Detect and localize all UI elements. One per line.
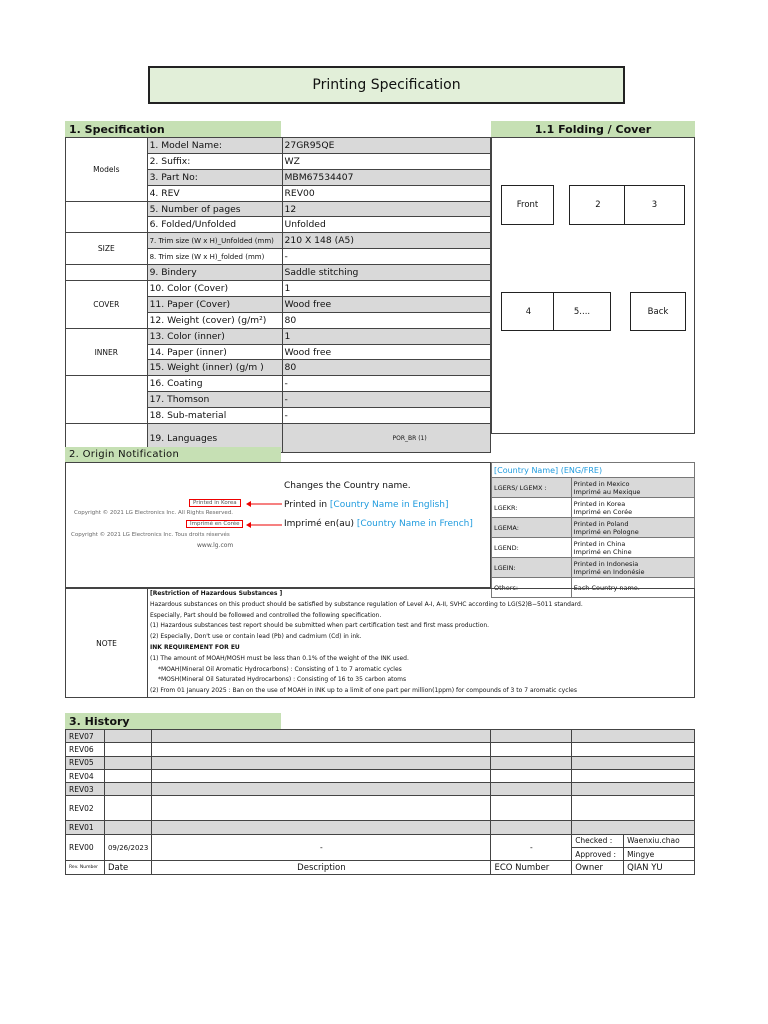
country-en: Printed in Indonesia bbox=[573, 559, 639, 568]
rev-cell: REV05 bbox=[66, 756, 105, 769]
spec-label: 8. Trim size (W x H)_folded (mm) bbox=[147, 249, 282, 265]
history-heading: 3. History bbox=[65, 713, 281, 729]
spec-value: 12 bbox=[282, 201, 491, 217]
note-label: NOTE bbox=[66, 589, 148, 697]
spec-label: 9. Bindery bbox=[147, 265, 282, 281]
rev-cell: REV04 bbox=[66, 769, 105, 782]
spec-label: 13. Color (inner) bbox=[147, 328, 282, 344]
page-title: Printing Specification bbox=[148, 66, 625, 104]
rev00-desc: - bbox=[152, 834, 491, 861]
footer-desc: Description bbox=[152, 861, 491, 874]
note-line: (2) Especially, Don't use or contain lead (Pb) and cadmium (Cd) in ink. bbox=[150, 633, 362, 641]
group-blank bbox=[66, 265, 148, 281]
copyright-fr: Copyright © 2021 LG Electronics Inc. Tous droits réservés bbox=[71, 532, 230, 538]
country-fr: Imprimé au Mexique bbox=[573, 487, 641, 496]
country-code: LGEND: bbox=[492, 538, 572, 558]
fold-box-back: Back bbox=[630, 292, 686, 331]
rev-cell: REV03 bbox=[66, 783, 105, 796]
spec-value: - bbox=[282, 392, 491, 408]
spec-value: 80 bbox=[282, 312, 491, 328]
note-line: [Restriction of Hazardous Substances ] bbox=[150, 590, 283, 597]
spec-label: 7. Trim size (W x H)_Unfolded (mm) bbox=[147, 233, 282, 249]
imprime-prefix: Imprimé en(au) bbox=[284, 519, 354, 529]
rev00-eco: - bbox=[491, 834, 572, 861]
spec-value: POR_BR (1) bbox=[282, 424, 491, 453]
country-names bbox=[571, 518, 694, 538]
country-code: Others: bbox=[492, 578, 572, 598]
note-body bbox=[150, 589, 690, 697]
spec-value: - bbox=[282, 376, 491, 392]
footer-rev: Rev. Number bbox=[66, 861, 105, 874]
spec-value: 210 X 148 (A5) bbox=[282, 233, 491, 249]
spec-value: Saddle stitching bbox=[282, 265, 491, 281]
country-code: LGEMA: bbox=[492, 518, 572, 538]
printed-prefix: Printed in bbox=[284, 500, 328, 510]
spec-value: WZ bbox=[282, 153, 491, 169]
country-en: Printed in Poland bbox=[573, 519, 629, 528]
fold-box-3: 3 bbox=[624, 185, 685, 225]
country-fr: Imprimé en Chine bbox=[573, 547, 632, 556]
spec-label: 19. Languages bbox=[147, 424, 282, 453]
footer-eco: ECO Number bbox=[491, 861, 572, 874]
spec-value: REV00 bbox=[282, 185, 491, 201]
checked-label: Checked : bbox=[572, 834, 624, 847]
group-blank bbox=[66, 376, 148, 424]
rev-cell: REV02 bbox=[66, 796, 105, 821]
folding-panel bbox=[491, 137, 695, 434]
footer-owner-name: QIAN YU bbox=[624, 861, 695, 874]
country-names bbox=[571, 558, 694, 578]
spec-value: 27GR95QE bbox=[282, 138, 491, 154]
note-line: (2) From 01 January 2025 : Ban on the use of MOAH in INK up to a limit of one part per million(1ppm) for compounds of 3 to 7 aromatic cycles bbox=[150, 687, 578, 695]
origin-panel bbox=[65, 462, 491, 588]
spec-label: 15. Weight (inner) (g/m ) bbox=[147, 360, 282, 376]
country-table-header: [Country Name] (ENG/FRE) bbox=[492, 463, 695, 478]
imprime-bracket: [Country Name in French] bbox=[356, 519, 473, 529]
approved-value: Mingye bbox=[624, 848, 695, 861]
country-code: LGEKR: bbox=[492, 498, 572, 518]
note-line: *MOSH(Mineral Oil Saturated Hydrocarbons) : Consisting of 16 to 35 carbon atoms bbox=[158, 676, 407, 684]
rev00-date: 09/26/2023 bbox=[104, 834, 151, 861]
imprime-box: Imprimé en Corée bbox=[186, 520, 243, 528]
country-en: Printed in China bbox=[573, 539, 626, 548]
rev-cell: REV00 bbox=[66, 834, 105, 861]
spec-value: Wood free bbox=[282, 296, 491, 312]
country-table bbox=[491, 462, 695, 598]
spec-label: 18. Sub-material bbox=[147, 408, 282, 424]
country-code: LGERS/ LGEMX : bbox=[492, 478, 572, 498]
fold-box-front: Front bbox=[501, 185, 554, 225]
country-fr: Imprimé en Corée bbox=[573, 507, 633, 516]
country-en: Printed in Mexico bbox=[573, 479, 630, 488]
rev-cell: REV06 bbox=[66, 743, 105, 756]
country-names bbox=[571, 478, 694, 498]
printed-bracket: [Country Name in English] bbox=[329, 500, 449, 510]
spec-label: 10. Color (Cover) bbox=[147, 281, 282, 297]
spec-label: 1. Model Name: bbox=[147, 138, 282, 154]
printed-line bbox=[284, 500, 449, 510]
spec-value: 1 bbox=[282, 281, 491, 297]
rev-cell: REV07 bbox=[66, 730, 105, 743]
spec-label: 2. Suffix: bbox=[147, 153, 282, 169]
note-line: Hazardous substances on this product should be satisfied by substance regulation of Level A-I, A-II, SVHC according to LG(S2)B−5011 standard. bbox=[150, 600, 583, 608]
copyright-en: Copyright © 2021 LG Electronics Inc. All Rights Reserved. bbox=[74, 510, 234, 516]
country-names bbox=[571, 498, 694, 518]
spec-label: 17. Thomson bbox=[147, 392, 282, 408]
group-inner: INNER bbox=[66, 328, 148, 376]
spec-label: 5. Number of pages bbox=[147, 201, 282, 217]
spec-label: 4. REV bbox=[147, 185, 282, 201]
printed-in-box: Printed in Korea bbox=[189, 499, 241, 507]
fold-box-4: 4 bbox=[501, 292, 556, 331]
spec-value: - bbox=[282, 249, 491, 265]
footer-owner: Owner bbox=[572, 861, 624, 874]
change-note: Changes the Country name. bbox=[284, 481, 411, 491]
note-line: *MOAH(Mineral Oil Aromatic Hydrocarbons) : Consisting of 1 to 7 aromatic cycles bbox=[158, 665, 402, 673]
note-line: Especially, Part should be followed and controlled the following specification. bbox=[150, 611, 382, 619]
spec-heading: 1. Specification bbox=[65, 121, 281, 137]
red-arrows bbox=[244, 499, 284, 531]
country-fr: Imprimé en Indonésie bbox=[573, 567, 645, 576]
fold-box-5: 5.... bbox=[553, 292, 611, 331]
spec-label: 11. Paper (Cover) bbox=[147, 296, 282, 312]
spec-value: Wood free bbox=[282, 344, 491, 360]
approved-label: Approved : bbox=[572, 848, 624, 861]
checked-value: Waenxiu.chao bbox=[624, 834, 695, 847]
spec-value: 80 bbox=[282, 360, 491, 376]
note-panel bbox=[65, 588, 695, 698]
note-line: INK REQUIREMENT FOR EU bbox=[150, 643, 240, 651]
group-size: SIZE bbox=[66, 233, 148, 265]
note-line: (1) The amount of MOAH/MOSH must be less than 0.1% of the weight of the INK used. bbox=[150, 654, 409, 662]
website: www.lg.com bbox=[197, 542, 234, 549]
spec-value: 1 bbox=[282, 328, 491, 344]
history-table bbox=[65, 729, 695, 875]
group-models: Models bbox=[66, 138, 148, 202]
footer-date: Date bbox=[104, 861, 151, 874]
spec-table bbox=[65, 137, 491, 453]
spec-label: 3. Part No: bbox=[147, 169, 282, 185]
spec-value: MBM67534407 bbox=[282, 169, 491, 185]
spec-label: 6. Folded/Unfolded bbox=[147, 217, 282, 233]
fold-box-2: 2 bbox=[569, 185, 627, 225]
spec-value: - bbox=[282, 408, 491, 424]
spec-value: Unfolded bbox=[282, 217, 491, 233]
country-fr: Imprimé en Pologne bbox=[573, 527, 639, 536]
country-names bbox=[571, 538, 694, 558]
folding-heading: 1.1 Folding / Cover bbox=[491, 121, 695, 137]
spec-label: 16. Coating bbox=[147, 376, 282, 392]
country-names: Each Country name. bbox=[571, 578, 694, 598]
group-blank bbox=[66, 201, 148, 233]
group-cover: COVER bbox=[66, 281, 148, 329]
note-line: (1) Hazardous substances test report should be submitted when part certification test and first mass production. bbox=[150, 622, 490, 630]
origin-heading: 2. Origin Notification bbox=[65, 447, 281, 462]
spec-label: 12. Weight (cover) (g/m²) bbox=[147, 312, 282, 328]
rev-cell: REV01 bbox=[66, 821, 105, 834]
imprime-line bbox=[284, 519, 473, 529]
country-code: LGEIN: bbox=[492, 558, 572, 578]
country-en: Printed in Korea bbox=[573, 499, 626, 508]
spec-label: 14. Paper (inner) bbox=[147, 344, 282, 360]
